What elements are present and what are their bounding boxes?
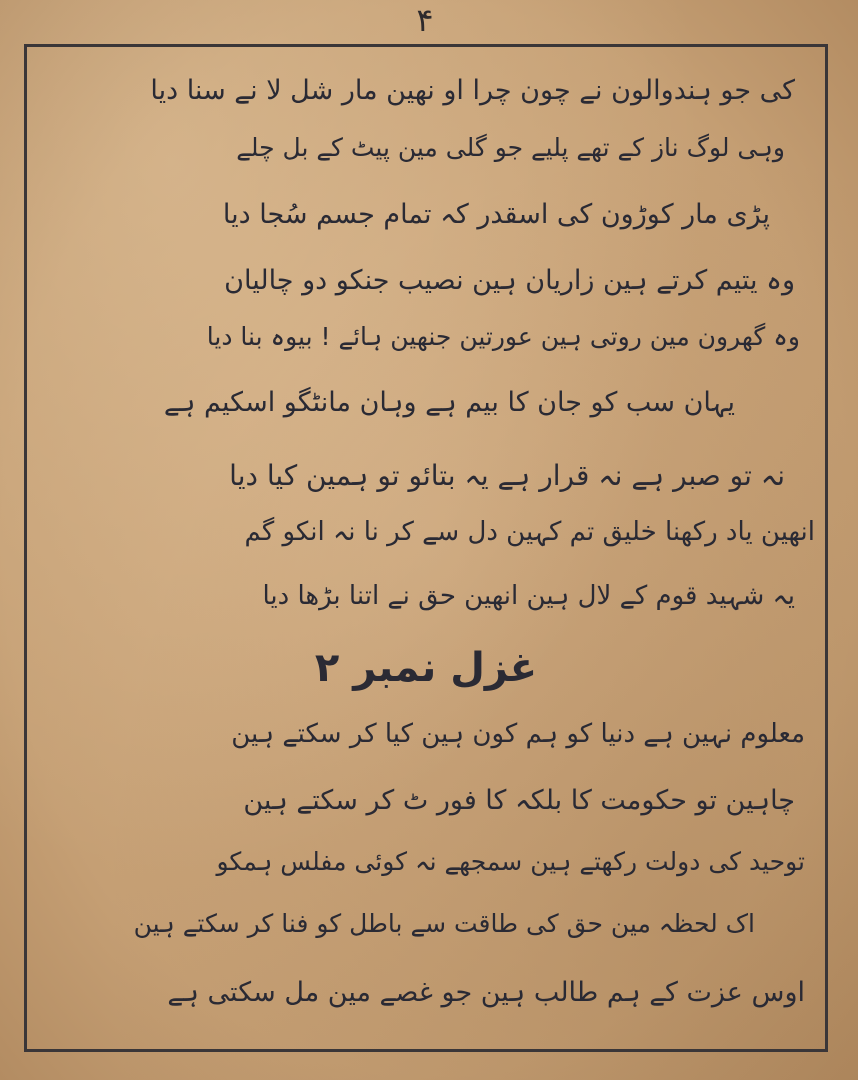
page-border — [24, 44, 828, 1052]
verse-line: وہی لوگ ناز کے تھے پلیے جو گلی مین پیٹ کے بل چلے — [236, 133, 785, 162]
page-number: ۴ — [416, 1, 434, 39]
ghazal-heading: غزل نمبر ۲ — [314, 645, 538, 691]
verse-line: معلوم نہین ہے دنیا کو ہم کون ہین کیا کر سکتے ہین — [231, 719, 805, 749]
verse-line: اوس عزت کے ہم طالب ہین جو غصے مین مل سکتی ہے — [167, 977, 805, 1008]
verse-line: توحید کی دولت رکھتے ہین سمجھے نہ کوئی مفلس ہمکو — [216, 847, 805, 876]
verse-line: نہ تو صبر ہے نہ قرار ہے یہ بتائو تو ہمین کیا دیا — [229, 459, 785, 492]
verse-line: یہان سب کو جان کا بیم ہے وہان مانٹگو اسکیم ہے — [163, 387, 735, 418]
verse-line: چاہین تو حکومت کا بلکہ کا فور ٹ کر سکتے ہین — [243, 785, 795, 816]
verse-line: انھین یاد رکھنا خلیق تم کہین دل سے کر نا نہ انکو گم — [244, 517, 815, 547]
verse-line: اک لحظہ مین حق کی طاقت سے باطل کو فنا کر سکتے ہین — [133, 909, 755, 938]
verse-line: وہ گھرون مین روتی ہین عورتین جنھین ہائے ! بیوہ بنا دیا — [206, 322, 800, 351]
verse-line: وہ یتیم کرتے ہین زاریان ہین نصیب جنکو دو چالیان — [224, 265, 795, 296]
verse-line: پڑی مار کوڑون کی اسقدر کہ تمام جسم سُجا دیا — [222, 199, 770, 230]
verse-line: کی جو ہندوالون نے چون چرا او نھین مار شل لا نے سنا دیا — [150, 75, 795, 106]
verse-line: یہ شہید قوم کے لال ہین انھین حق نے اتنا بڑھا دیا — [262, 581, 795, 611]
